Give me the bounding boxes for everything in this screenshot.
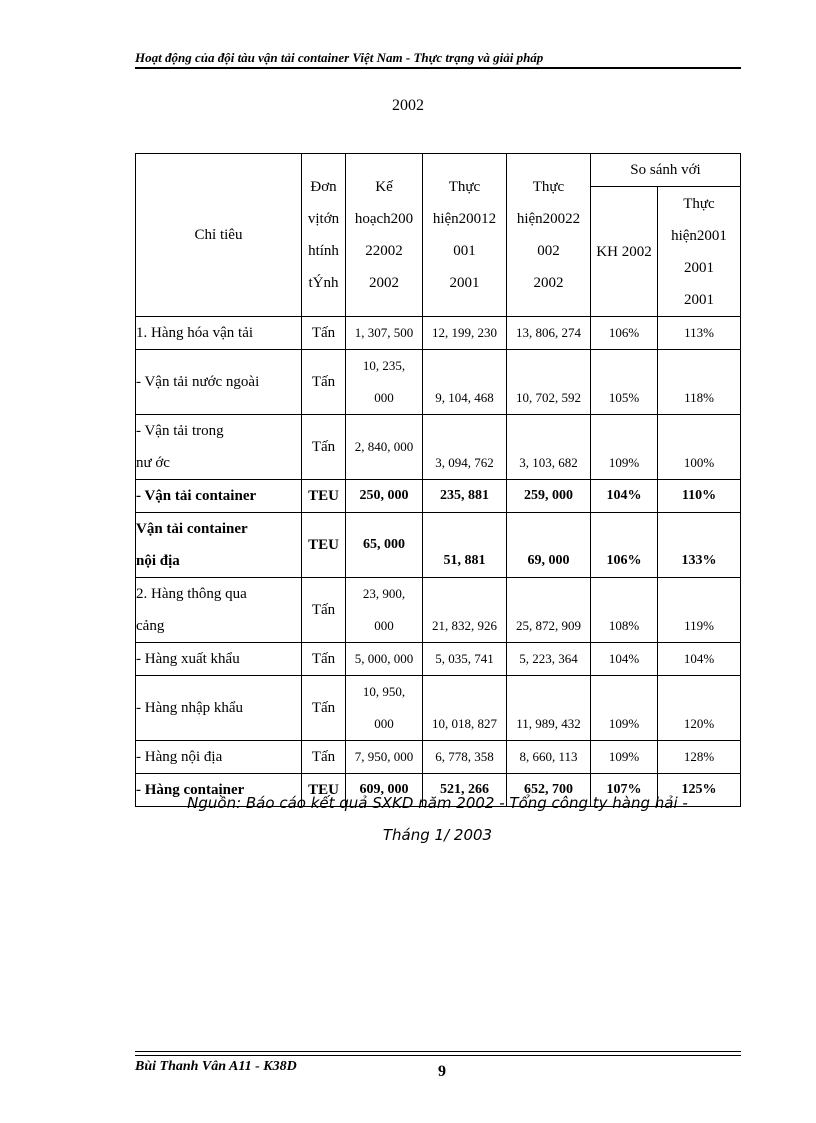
cell-pct-plan: 109%	[591, 676, 658, 741]
cell-pct-plan: 109%	[591, 415, 658, 480]
cell-pct-actual: 120%	[658, 676, 741, 741]
row-label: 2. Hàng thông qua cảng	[136, 578, 302, 643]
row-label: - Hàng nội địa	[136, 741, 302, 774]
cell-pct-actual: 119%	[658, 578, 741, 643]
header-plan-2002: Kế hoạch200 22002 2002	[346, 154, 423, 317]
source-note: Nguồn: Báo cáo kết quả SXKD năm 2002 - Tổng công ty hàng hải - Tháng 1/ 2003	[187, 794, 688, 844]
cell-actual-2001: 235, 881	[423, 480, 507, 513]
row-label: - Hàng xuất khẩu	[136, 643, 302, 676]
cell-pct-plan: 109%	[591, 741, 658, 774]
cell-actual-2002: 11, 989, 432	[507, 676, 591, 741]
cell-pct-plan: 106%	[591, 513, 658, 578]
cell-plan-2002: 23, 900, 000	[346, 578, 423, 643]
cell-actual-2002: 69, 000	[507, 513, 591, 578]
cell-plan-2002: 65, 000	[346, 513, 423, 578]
cell-actual-2001: 6, 778, 358	[423, 741, 507, 774]
row-unit: Tấn	[302, 741, 346, 774]
cell-pct-actual: 118%	[658, 350, 741, 415]
table-row	[136, 741, 741, 774]
cell-pct-actual: 133%	[658, 513, 741, 578]
cell-pct-actual: 104%	[658, 643, 741, 676]
cell-plan-2002: 609, 000	[346, 774, 423, 807]
row-unit: Tấn	[302, 415, 346, 480]
cell-pct-plan: 107%	[591, 774, 658, 807]
row-unit: Tấn	[302, 350, 346, 415]
row-unit: Tấn	[302, 578, 346, 643]
table-row	[136, 480, 741, 513]
cell-actual-2001: 3, 094, 762	[423, 415, 507, 480]
cell-pct-actual: 128%	[658, 741, 741, 774]
cell-actual-2001: 51, 881	[423, 513, 507, 578]
statistics-table	[135, 153, 741, 807]
row-label: - Vận tải nước ngoài	[136, 350, 302, 415]
header-rule	[135, 67, 741, 69]
page-number: 9	[438, 1063, 446, 1080]
row-unit: TEU	[302, 774, 346, 807]
cell-actual-2002: 8, 660, 113	[507, 741, 591, 774]
cell-plan-2002: 10, 950, 000	[346, 676, 423, 741]
header-unit: Đơn vịtớn htính tÝnh	[302, 154, 346, 317]
footer-rule-secondary	[135, 1055, 741, 1056]
table-row	[136, 578, 741, 643]
cell-actual-2002: 13, 806, 274	[507, 317, 591, 350]
row-unit: TEU	[302, 513, 346, 578]
cell-actual-2001: 10, 018, 827	[423, 676, 507, 741]
row-label: - Vận tải container	[136, 480, 302, 513]
cell-pct-actual: 113%	[658, 317, 741, 350]
cell-actual-2002: 259, 000	[507, 480, 591, 513]
header-compare: So sánh với	[591, 154, 741, 187]
cell-actual-2002: 25, 872, 909	[507, 578, 591, 643]
header-actual-2002: Thực hiện20022 002 2002	[507, 154, 591, 317]
row-unit: Tấn	[302, 643, 346, 676]
cell-pct-actual: 100%	[658, 415, 741, 480]
row-label: 1. Hàng hóa vận tải	[136, 317, 302, 350]
row-label: Vận tải container nội địa	[136, 513, 302, 578]
table-row	[136, 415, 741, 480]
cell-actual-2002: 5, 223, 364	[507, 643, 591, 676]
header-chitieu: Chỉ tiêu	[136, 154, 302, 317]
cell-plan-2002: 10, 235, 000	[346, 350, 423, 415]
cell-plan-2002: 5, 000, 000	[346, 643, 423, 676]
author-line: Bùi Thanh Vân A11 - K38D	[135, 1059, 297, 1074]
header-compare-actual: Thực hiện2001 2001 2001	[658, 187, 741, 317]
cell-pct-plan: 106%	[591, 317, 658, 350]
cell-actual-2001: 521, 266	[423, 774, 507, 807]
cell-plan-2002: 2, 840, 000	[346, 415, 423, 480]
cell-pct-plan: 104%	[591, 480, 658, 513]
cell-pct-plan: 104%	[591, 643, 658, 676]
cell-actual-2002: 652, 700	[507, 774, 591, 807]
cell-actual-2001: 5, 035, 741	[423, 643, 507, 676]
cell-actual-2001: 9, 104, 468	[423, 350, 507, 415]
table-row	[136, 676, 741, 741]
cell-plan-2002: 7, 950, 000	[346, 741, 423, 774]
table-row	[136, 350, 741, 415]
row-label: - Hàng container	[136, 774, 302, 807]
cell-pct-actual: 125%	[658, 774, 741, 807]
cell-actual-2001: 21, 832, 926	[423, 578, 507, 643]
table-row	[136, 513, 741, 578]
header-compare-plan: KH 2002	[591, 187, 658, 317]
cell-actual-2001: 12, 199, 230	[423, 317, 507, 350]
table-row	[136, 317, 741, 350]
cell-pct-actual: 110%	[658, 480, 741, 513]
row-unit: TEU	[302, 480, 346, 513]
cell-pct-plan: 108%	[591, 578, 658, 643]
table-body	[136, 317, 741, 807]
table-row	[136, 643, 741, 676]
running-header: Hoạt động của đội tàu vận tải container Việt Nam - Thực trạng và giải pháp	[135, 50, 544, 65]
cell-actual-2002: 3, 103, 682	[507, 415, 591, 480]
row-unit: Tấn	[302, 317, 346, 350]
cell-actual-2002: 10, 702, 592	[507, 350, 591, 415]
cell-plan-2002: 1, 307, 500	[346, 317, 423, 350]
cell-plan-2002: 250, 000	[346, 480, 423, 513]
header-actual-2001: Thực hiện20012 001 2001	[423, 154, 507, 317]
row-label: - Hàng nhập khẩu	[136, 676, 302, 741]
cell-pct-plan: 105%	[591, 350, 658, 415]
row-label: - Vận tải trong nư ớc	[136, 415, 302, 480]
footer-rule	[135, 1051, 741, 1052]
year-line: 2002	[392, 97, 424, 114]
row-unit: Tấn	[302, 676, 346, 741]
